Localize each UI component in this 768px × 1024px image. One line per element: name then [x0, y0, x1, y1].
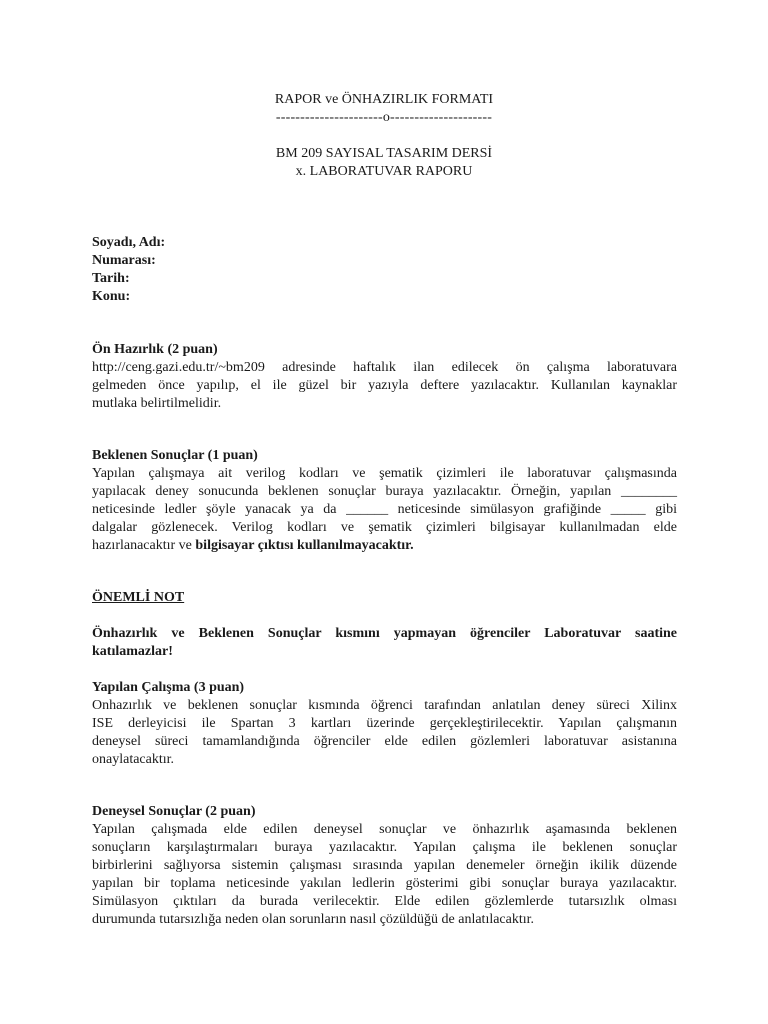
paragraph-line: Önhazırlık ve Beklenen Sonuçlar kısmını yapmayan öğrenciler Laboratuvar saatine	[92, 626, 677, 641]
paragraph-line: sonuçların karşılaştırmaları buraya yazılacaktır. Yapılan çalışma ile beklenen sonuçlar	[92, 840, 677, 855]
paragraph-line: yapılan bir toplama neticesinde yakılan ledlerin gösterimi gibi sonuçlar buraya yazılacaktır.	[92, 876, 677, 891]
section-prep	[92, 341, 677, 413]
report-title: x. LABORATUVAR RAPORU	[295, 164, 473, 179]
section-heading: Ön Hazırlık (2 puan)	[92, 342, 218, 357]
paragraph-line: deneysel süreci tamamlandığında öğrenciler elde edilen gözlemleri laboratuvar asistanına	[92, 734, 677, 749]
note-warning	[92, 625, 677, 661]
paragraph-line: onaylatacaktır.	[92, 752, 175, 767]
subject-label: Konu:	[92, 289, 131, 304]
paragraph-text: hazırlanacaktır ve	[92, 538, 196, 553]
paragraph-line: neticesinde ledler şöyle yanacak ya da ______ neticesinde simülasyon grafiğinde _____ gibi	[92, 502, 677, 517]
note-heading: ÖNEMLİ NOT	[92, 590, 185, 605]
paragraph-line: http://ceng.gazi.edu.tr/~bm209 adresinde haftalık ilan edilecek ön çalışma laboratuvara	[92, 360, 677, 375]
warning-paragraph	[92, 625, 677, 661]
paragraph-line	[92, 537, 677, 555]
section-paragraph	[92, 465, 677, 555]
section-experimental-results	[92, 803, 677, 929]
paragraph-line: durumunda tutarsızlığa neden olan sorunların nasıl çözüldüğü de anlatılacaktır.	[92, 912, 535, 927]
section-paragraph	[92, 821, 677, 929]
paragraph-line: ISE derleyicisi ile Spartan 3 kartları üzerinde gerçekleştirilecektir. Yapılan çalışmanın	[92, 716, 677, 731]
paragraph-line: gelmeden önce yapılıp, el ile güzel bir yazıyla deftere yazılacaktır. Kullanılan kaynaklar	[92, 378, 677, 393]
paragraph-line: dalgalar gözlenecek. Verilog kodları ve şematik çizimleri bilgisayar kullanılmadan elde	[92, 520, 677, 535]
section-paragraph	[92, 359, 677, 413]
student-fields	[92, 234, 165, 306]
document-title: RAPOR ve ÖNHAZIRLIK FORMATI	[274, 92, 494, 107]
paragraph-line: birbirlerini sağlıyorsa sistemin çalışması sırasında yapılan denemeler örneğin ikilik düzende	[92, 858, 677, 873]
section-heading: Deneysel Sonuçlar (2 puan)	[92, 804, 256, 819]
section-important-note	[92, 589, 677, 607]
date-label: Tarih:	[92, 271, 130, 286]
section-expected-results	[92, 447, 677, 555]
paragraph-line: Simülasyon çıktıları da burada verilecektir. Elde edilen gözlemlerde tutarsızlık olması	[92, 894, 677, 909]
section-work-done	[92, 679, 677, 769]
surname-name-label: Soyadı, Adı:	[92, 235, 166, 250]
section-paragraph	[92, 697, 677, 769]
paragraph-line: Onhazırlık ve beklenen sonuçlar kısmında öğrenci tarafından anlatılan deney süreci Xilinx	[92, 698, 677, 713]
title-divider: ----------------------o---------------------	[275, 110, 493, 125]
paragraph-line: Yapılan çalışmaya ait verilog kodları ve şematik çizimleri ile laboratuvar çalışmasında	[92, 466, 677, 481]
paragraph-line: Yapılan çalışmada elde edilen deneysel sonuçlar ve önhazırlık aşamasında beklenen	[92, 822, 677, 837]
section-heading: Yapılan Çalışma (3 puan)	[92, 680, 245, 695]
section-heading: Beklenen Sonuçlar (1 puan)	[92, 448, 258, 463]
paragraph-line: katılamazlar!	[92, 644, 173, 659]
emphasis-text: bilgisayar çıktısı kullanılmayacaktır.	[195, 538, 414, 553]
number-label: Numarası:	[92, 253, 156, 268]
course-title: BM 209 SAYISAL TASARIM DERSİ	[275, 146, 493, 161]
paragraph-line: yapılacak deney sonucunda beklenen sonuçlar buraya yazılacaktır. Örneğin, yapılan ________	[92, 484, 677, 499]
paragraph-line: mutlaka belirtilmelidir.	[92, 396, 222, 411]
